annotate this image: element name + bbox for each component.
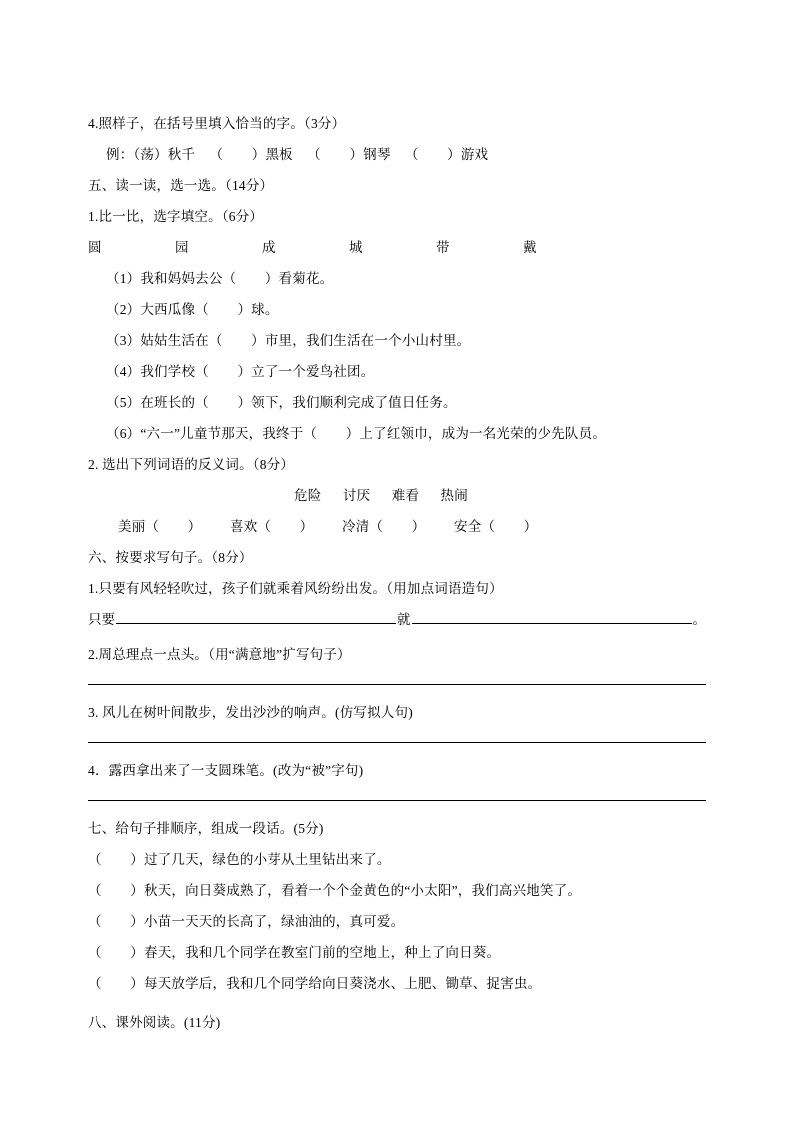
answer-rule-4[interactable] [88,800,706,801]
fill-item-3: （3）姑姑生活在（ ）市里，我们生活在一个小山村里。 [106,333,471,348]
section-six-item-1-answer[interactable] [88,604,706,635]
order-item-3: （ ）小苗一天天的长高了，绿油油的，真可爱。 [88,914,405,929]
section-five-sub1-heading: 1.比一比，选字填空。（6分） [88,209,264,224]
answer-rule-3[interactable] [88,742,706,743]
section-five-sub2-heading: 2. 选出下列词语的反义词。（8分） [88,457,295,472]
antonym-word-bank: 危险 讨厌 难看 热闹 [294,488,468,503]
section-eight-heading: 八、课外阅读。(11分) [88,1015,221,1030]
order-item-1: （ ）过了几天，绿色的小芽从土里钻出来了。 [88,852,391,867]
section-six-item-2-prompt: 2.周总理点一点头。（用“满意地”扩写句子） [88,647,351,662]
worksheet-content [88,108,706,1038]
section-six-item-3-prompt: 3. 风儿在树叶间散步，发出沙沙的响声。(仿写拟人句) [88,705,413,720]
answer-rule-2[interactable] [88,684,706,685]
character-bank: 圆 园 成 城 带 戴 [88,240,549,255]
order-item-2: （ ）秋天，向日葵成熟了，看着一个个金黄色的“小太阳”，我们高兴地笑了。 [88,883,582,898]
answer-blank-a[interactable] [116,605,396,624]
fill-prefix-label: 只要 [88,612,115,627]
section-six-item-4-prompt: 4．露西拿出来了一支圆珠笔。(改为“被”字句) [88,763,364,778]
order-item-4: （ ）春天，我和几个同学在教室门前的空地上，种上了向日葵。 [88,945,501,960]
section-six-item-1-prompt: 1.只要有风轻轻吹过，孩子们就乘着风纷纷出发。（用加点词语造句） [88,581,503,596]
section-six-heading: 六、按要求写句子。（8分） [88,550,253,565]
answer-blank-b[interactable] [412,605,692,624]
section-seven-heading: 七、给句子排顺序，组成一段话。(5分) [88,821,324,836]
fill-suffix-label: 。 [692,612,706,627]
fill-middle-label: 就 [397,612,411,627]
fill-item-6: （6）“六一”儿童节那天，我终于（ ）上了红领巾，成为一名光荣的少先队员。 [106,426,607,441]
question-4-heading: 4.照样子，在括号里填入恰当的字。（3分） [88,116,346,131]
order-item-5: （ ）每天放学后，我和几个同学给向日葵浇水、上肥、锄草、捉害虫。 [88,976,542,991]
fill-item-5: （5）在班长的（ ）领下，我们顺利完成了值日任务。 [106,395,457,410]
section-five-heading: 五、读一读，选一选。（14分） [88,178,274,193]
fill-item-4: （4）我们学校（ ）立了一个爱鸟社团。 [106,364,375,379]
antonym-answer-row: 美丽（ ） 喜欢（ ） 冷清（ ） 安全（ ） [118,519,538,534]
question-4-example: 例：（荡）秋千 （ ）黑板 （ ）钢琴 （ ）游戏 [106,147,489,162]
fill-item-1: （1）我和妈妈去公（ ）看菊花。 [106,271,334,286]
fill-item-2: （2）大西瓜像（ ）球。 [106,302,279,317]
